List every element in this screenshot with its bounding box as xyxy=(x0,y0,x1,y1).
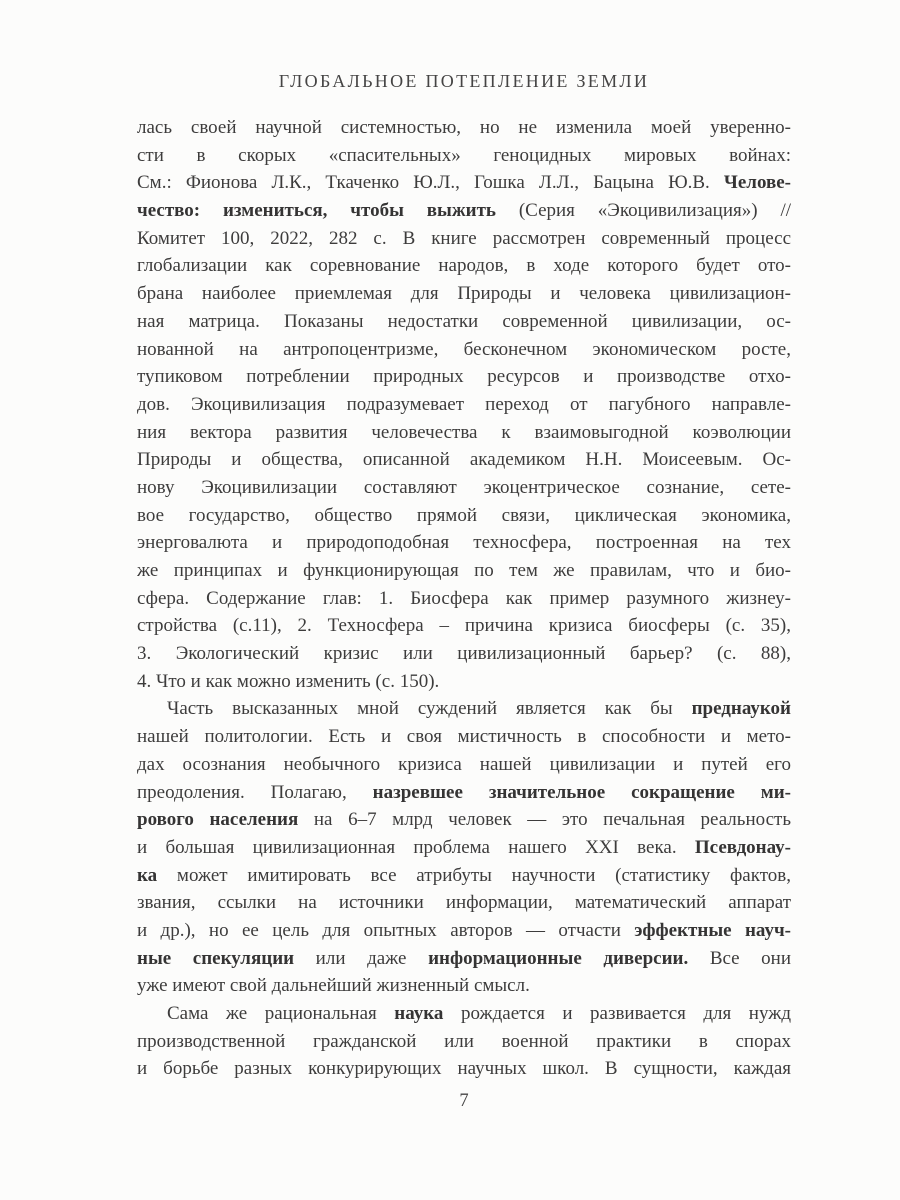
text-line xyxy=(137,225,791,253)
text-segment: на 6–7 млрд человек — это печальная реальность xyxy=(298,809,791,831)
text-line xyxy=(137,668,791,696)
text-line xyxy=(137,308,791,336)
text-segment: энерговалюта и природоподобная техносфера, построенная на тех xyxy=(137,532,791,554)
text-line xyxy=(137,889,791,917)
bold-text-segment: ка xyxy=(137,864,158,886)
text-line xyxy=(137,862,791,890)
text-segment: вое государство, общество прямой связи, циклическая экономика, xyxy=(137,504,791,526)
text-line xyxy=(137,1000,791,1028)
text-segment: См.: Фионова Л.К., Ткаченко Ю.Л., Гошка Л.Л., Бацына Ю.В. xyxy=(137,172,724,194)
text-line xyxy=(137,834,791,862)
text-line xyxy=(137,280,791,308)
bold-text-segment: рового населения xyxy=(137,809,299,831)
text-line xyxy=(137,972,791,1000)
text-segment: нову Экоцивилизации составляют экоцентрическое сознание, сете- xyxy=(137,476,791,498)
text-line xyxy=(137,142,791,170)
text-line xyxy=(137,806,791,834)
text-line xyxy=(137,419,791,447)
text-line xyxy=(137,391,791,419)
text-segment: Часть высказанных мной суждений является как бы xyxy=(167,698,692,720)
text-segment: Комитет 100, 2022, 282 с. В книге рассмотрен современный процесс xyxy=(137,227,791,249)
text-line xyxy=(137,723,791,751)
text-line xyxy=(137,252,791,280)
text-line xyxy=(137,474,791,502)
text-line xyxy=(137,585,791,613)
text-segment: сфера. Содержание глав: 1. Биосфера как пример разумного жизнеу- xyxy=(137,587,791,609)
bold-text-segment: Челове- xyxy=(723,172,791,194)
text-segment: нованной на антропоцентризме, бесконечном экономическом росте, xyxy=(137,338,791,360)
text-segment: Все они xyxy=(688,947,791,969)
text-line xyxy=(137,336,791,364)
bold-text-segment: ные спекуляции xyxy=(137,947,295,969)
text-block xyxy=(137,114,791,1083)
text-line xyxy=(137,114,791,142)
bold-text-segment: наука xyxy=(394,1003,444,1024)
bold-text-segment: чество: измениться, чтобы выжить xyxy=(137,200,496,222)
bold-text-segment: Псевдонау- xyxy=(694,836,791,858)
text-line xyxy=(137,779,791,807)
text-segment: (Серия «Экоцивилизация») // xyxy=(495,200,791,222)
text-line xyxy=(137,557,791,585)
text-segment: лась своей научной системностью, но не изменила моей уверенно- xyxy=(137,117,791,138)
bold-text-segment: эффектные науч- xyxy=(634,919,791,941)
text-segment: 4. Что и как можно изменить (с. 150). xyxy=(137,670,440,692)
text-segment: дов. Экоцивилизация подразумевает переход от пагубного направле- xyxy=(137,393,791,415)
text-segment: и большая цивилизационная проблема нашего XXI века. xyxy=(137,836,695,858)
text-segment: же принципах и функционирующая по тем же правилам, что и био- xyxy=(137,560,791,581)
text-line xyxy=(137,917,791,945)
text-segment: стройства (с.11), 2. Техносфера – причина кризиса биосферы (с. 35), xyxy=(137,615,791,637)
text-segment: глобализации как соревнование народов, в ходе которого будет ото- xyxy=(137,255,791,277)
text-segment: тупиковом потреблении природных ресурсов и производстве отхо- xyxy=(137,366,791,388)
bold-text-segment: преднаукой xyxy=(691,698,791,720)
text-segment: ния вектора развития человечества к взаимовыгодной коэволюции xyxy=(137,421,791,443)
text-line xyxy=(137,1028,791,1056)
text-segment: и борьбе разных конкурирующих научных школ. В сущности, каждая xyxy=(137,1058,791,1080)
bold-text-segment: назревшее значительное сокращение ми- xyxy=(372,781,791,803)
text-segment: или даже xyxy=(294,947,429,969)
text-line xyxy=(137,1055,791,1083)
text-line xyxy=(137,446,791,474)
text-segment: может имитировать все атрибуты научности (статистику фактов, xyxy=(157,864,791,886)
text-segment: звания, ссылки на источники информации, математический аппарат xyxy=(137,892,791,914)
text-line xyxy=(137,640,791,668)
bold-text-segment: информационные диверсии. xyxy=(428,947,689,969)
text-segment: ная матрица. Показаны недостатки современной цивилизации, ос- xyxy=(137,310,791,332)
text-line xyxy=(137,529,791,557)
text-segment: дах осознания необычного кризиса нашей цивилизации и путей его xyxy=(137,753,791,775)
text-line xyxy=(137,197,791,225)
text-segment: нашей политологии. Есть и своя мистичность в способности и мето- xyxy=(137,726,791,748)
text-line xyxy=(137,695,791,723)
text-line xyxy=(137,612,791,640)
text-line xyxy=(137,751,791,779)
text-segment: брана наиболее приемлемая для Природы и человека цивилизацион- xyxy=(137,283,791,305)
text-line xyxy=(137,502,791,530)
text-segment: рождается и развивается для нужд xyxy=(443,1003,791,1024)
text-segment: сти в скорых «спасительных» геноцидных мировых войнах: xyxy=(137,144,791,166)
text-segment: уже имеют свой дальнейший жизненный смысл. xyxy=(137,975,530,997)
running-header: ГЛОБАЛЬНОЕ ПОТЕПЛЕНИЕ ЗЕМЛИ xyxy=(278,71,650,91)
text-segment: преодоления. Полагаю, xyxy=(137,781,373,803)
text-segment: Сама же рациональная xyxy=(167,1003,395,1024)
text-line xyxy=(137,169,791,197)
text-line xyxy=(137,945,791,973)
text-segment: и др.), но ее цель для опытных авторов — отчасти xyxy=(137,919,635,941)
text-segment: 3. Экологический кризис или цивилизационный барьер? (с. 88), xyxy=(137,643,791,665)
text-segment: производственной гражданской или военной практики в спорах xyxy=(137,1030,791,1052)
text-segment: Природы и общества, описанной академиком Н.Н. Моисеевым. Ос- xyxy=(137,449,791,471)
text-line xyxy=(137,363,791,391)
page-number: 7 xyxy=(459,1091,469,1111)
